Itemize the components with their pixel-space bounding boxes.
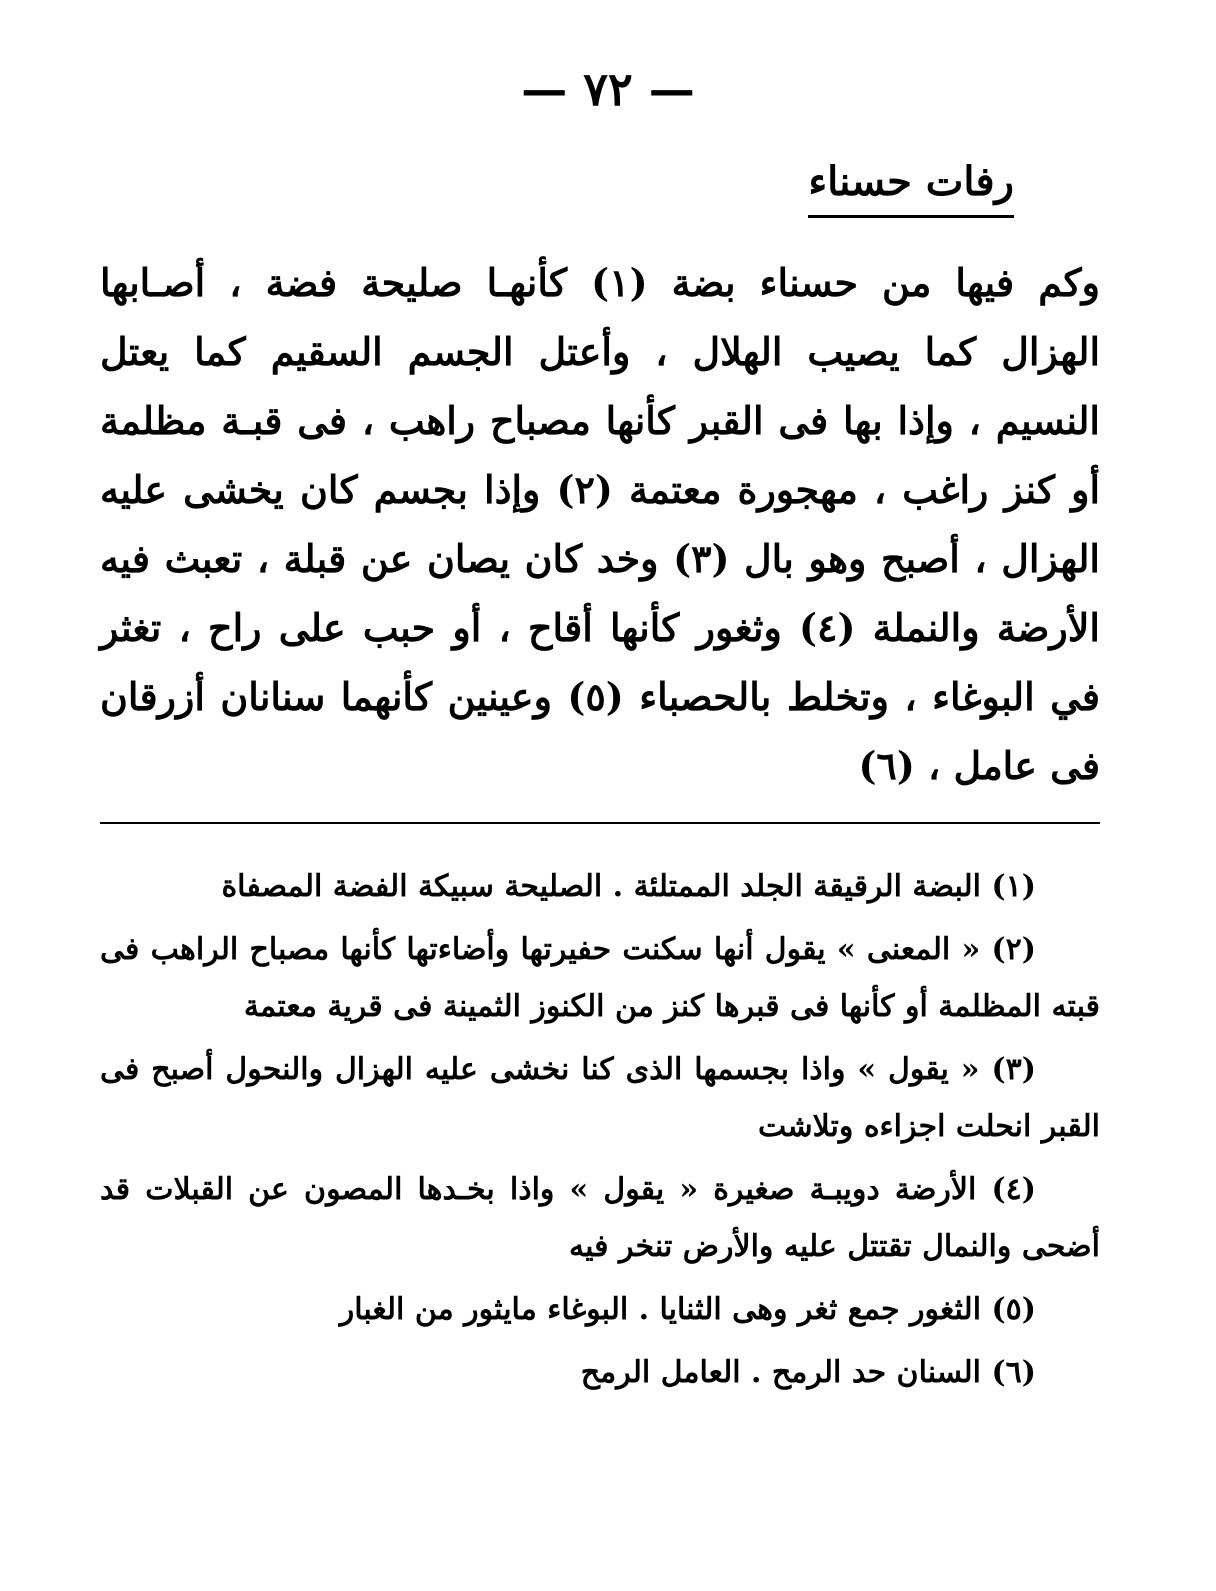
section-heading: رفات حسناء bbox=[808, 158, 1014, 218]
page-number: — ٧٢ — bbox=[521, 62, 695, 116]
footnote-divider bbox=[100, 822, 1100, 824]
footnote-3: (٣) « يقول » واذا بجسمها الذى كنا نخشى عليه الهزال والنحول أصبح فى القبر انحلت اجزاءه وتلاشت bbox=[100, 1052, 1100, 1144]
body-paragraph: وكم فيها من حسناء بضة (١) كأنهـا صليحة فضة ، أصـابها الهزال كما يصيب الهلال ، وأعتل الجسم السقيم كما يعتل النسيم ، وإذا بها فى القبر كأنها مصباح راهب ، فى قبـة مظلمة أو كنز راغب ، مهجورة معتمة (٢) وإذا بجسم كان يخشى عليه الهزال ، أصبح وهو بال (٣) وخد كان يصان عن قبلة ، تعبث فيه الأرضة والنملة (٤) وثغور كأنها أقاح ، أو حبب على راح ، تغثر في البوغاء ، وتخلط بالحصباء (٥) وعينين كأنهما سنانان أزرقان فى عامل ، (٦) bbox=[100, 260, 1101, 788]
footnotes bbox=[100, 858, 1100, 1401]
footnote-2: (٢) « المعنى » يقول أنها سكنت حفيرتها وأضاءتها كأنها مصباح الراهب فى قبته المظلمة أو كأنها فى قبرها كنز من الكنوز الثمينة فى قرية معتمة bbox=[100, 932, 1100, 1024]
footnote-6: (٦) السنان حد الرمح . العامل الرمح bbox=[580, 1355, 1036, 1390]
footnote-1: (١) البضة الرقيقة الجلد الممتلئة . الصليحة سبيكة الفضة المصفاة bbox=[221, 869, 1036, 904]
footnote-4: (٤) الأرضة دويبـة صغيرة « يقول » واذا بخـدها المصون عن القبلات قد أضحى والنمال تقتتل عليه والأرض تنخر فيه bbox=[100, 1172, 1100, 1264]
footnote-5: (٥) الثغور جمع ثغر وهى الثنايا . البوغاء مايثور من الغبار bbox=[339, 1292, 1036, 1327]
